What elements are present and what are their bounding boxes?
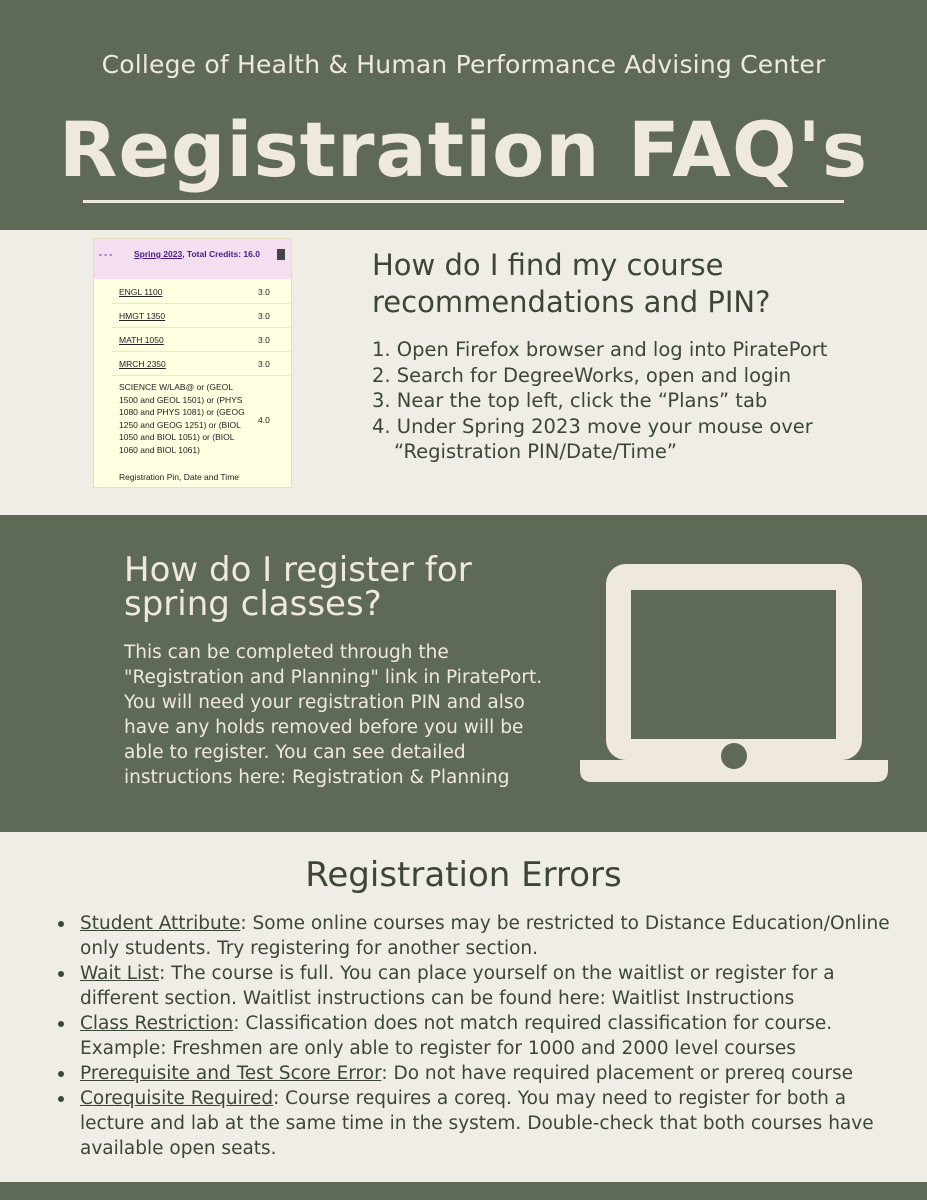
- header-band: [0, 0, 927, 230]
- error-label[interactable]: Prerequisite and Test Score Error: [80, 1063, 382, 1084]
- course-credits: 3.0: [258, 287, 270, 297]
- term-link[interactable]: Spring 2023: [134, 249, 183, 259]
- bullet-icon: [58, 1071, 64, 1077]
- error-text: : Do not have required placement or prereq course: [381, 1063, 853, 1084]
- error-text: : Course requires a coreq. You may need to register for both a lecture and lab at the same time in the system. Double-check that both courses have available open seats.: [80, 1088, 874, 1159]
- step-item: 4. Under Spring 2023 move your mouse over “Registration PIN/Date/Time”: [372, 414, 813, 463]
- bullet-icon: [58, 1021, 64, 1027]
- document-icon[interactable]: [277, 249, 285, 260]
- course-row: [112, 280, 290, 304]
- errors-list: [80, 911, 890, 1161]
- course-credits: 3.0: [258, 311, 270, 321]
- error-label[interactable]: Wait List: [80, 963, 160, 984]
- course-code[interactable]: MRCH 2350: [119, 359, 166, 369]
- course-row: [112, 352, 290, 376]
- error-text: : Some online courses may be restricted to Distance Education/Online only students. Try registering for another section.: [80, 913, 890, 959]
- title-underline: [83, 200, 844, 203]
- course-row: [112, 304, 290, 328]
- registration-pin-link[interactable]: Registration Pin, Date and Time: [119, 472, 240, 482]
- error-item: [80, 1086, 890, 1161]
- footer-band: [0, 1182, 927, 1200]
- error-text: : Classification does not match required classification for course. Example: Freshmen are only able to register for 1000 and 2000 level courses: [80, 1013, 833, 1059]
- step-item: 2. Search for DegreeWorks, open and login: [372, 363, 792, 387]
- term-total: , Total Credits: 16.0: [182, 249, 260, 259]
- step-item: 3. Near the top left, click the “Plans” tab: [372, 389, 768, 412]
- laptop-icon: [580, 564, 888, 784]
- course-code[interactable]: HMGT 1350: [119, 311, 166, 321]
- org-name: College of Health & Human Performance Advising Center: [101, 50, 826, 79]
- error-label[interactable]: Corequisite Required: [80, 1088, 274, 1109]
- faq1-steps: [372, 337, 892, 465]
- science-credits: 4.0: [258, 415, 270, 425]
- faq1-question: How do I find my course recommendations and PIN?: [372, 248, 771, 319]
- faq2-question: How do I register for spring classes?: [124, 550, 472, 624]
- errors-heading: Registration Errors: [305, 855, 622, 895]
- term-label: [134, 248, 269, 261]
- term-dashes: - - -: [99, 249, 113, 259]
- degreeworks-screenshot: [93, 238, 292, 488]
- course-credits: 3.0: [258, 335, 270, 345]
- bullet-icon: [58, 1096, 64, 1102]
- course-row: [112, 328, 290, 352]
- course-code[interactable]: ENGL 1100: [119, 287, 163, 297]
- science-requirement: SCIENCE W/LAB@ or (GEOL 1500 and GEOL 1501) or (PHYS 1080 and PHYS 1081) or (GEOG 1250 and GEOG 1251) or (BIOL 1050 and BIOL 1051) or (BIOL 1060 and BIOL 1061): [119, 382, 245, 455]
- course-code[interactable]: MATH 1050: [119, 335, 164, 345]
- course-credits: 3.0: [258, 359, 270, 369]
- page-title: Registration FAQ's: [58, 105, 869, 194]
- term-header: [94, 239, 291, 279]
- error-item: [80, 911, 890, 961]
- faq2-answer: This can be completed through the "Registration and Planning" link in PiratePort. You will need your registration PIN and also have any holds removed before you will be able to register. You can see detailed instructions here: Registration & Planning: [124, 642, 543, 788]
- bullet-icon: [58, 971, 64, 977]
- error-text: : The course is full. You can place yourself on the waitlist or register for a different section. Waitlist instructions can be found here: Waitlist Instructions: [80, 963, 835, 1009]
- step-item: 1. Open Firefox browser and log into PiratePort: [372, 338, 828, 361]
- error-item: [80, 1061, 890, 1086]
- error-label[interactable]: Class Restriction: [80, 1013, 234, 1034]
- error-item: [80, 961, 890, 1011]
- error-label[interactable]: Student Attribute: [80, 913, 241, 934]
- error-item: [80, 1011, 890, 1061]
- bullet-icon: [58, 921, 64, 927]
